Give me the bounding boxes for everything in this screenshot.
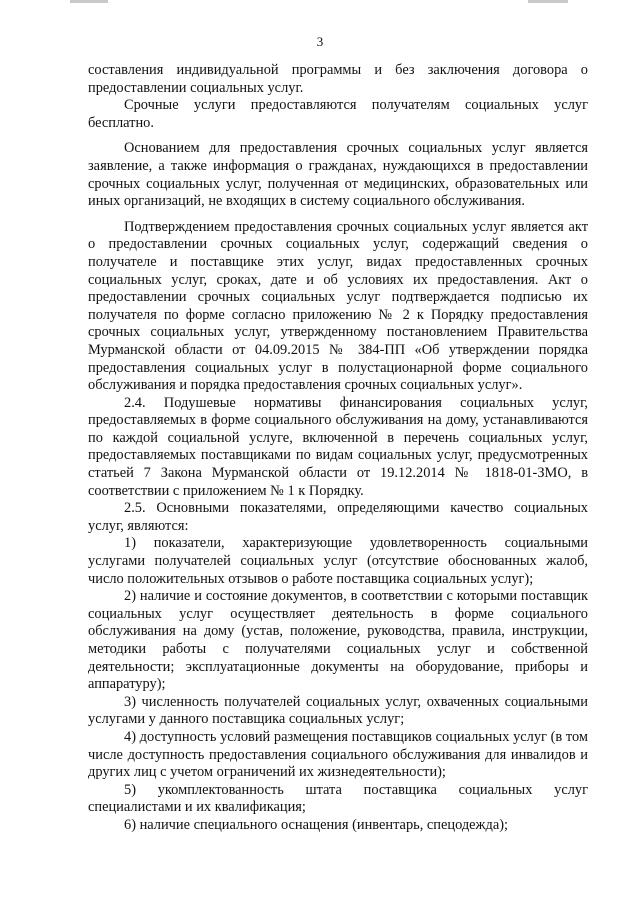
- paragraph-grounds: Основанием для предоставления срочных социальных услуг является заявление, а также информация о гражданах, нуждающихся в предоставлении срочных социальных услуг, полученная от медицинских, образовательных или иных организаций, не входящих в систему социального обслуживания.: [88, 140, 588, 210]
- paragraph-free-services: Срочные услуги предоставляются получателям социальных услуг бесплатно.: [88, 97, 588, 131]
- document-body: [88, 62, 588, 835]
- list-item-2: 2) наличие и состояние документов, в соответствии с которыми поставщик социальных услуг осуществляет деятельность в форме социального обслуживания на дому (устав, положение, руководства, правила, инструкции, методики работы с получателями социальных услуг и собственной деятельности; эксплуатационные документы на оборудование, приборы и аппаратуру);: [88, 588, 588, 693]
- page-number: 3: [316, 34, 324, 49]
- list-item-4: 4) доступность условий размещения поставщиков социальных услуг (в том числе доступность предоставления социального обслуживания для инвалидов и других лиц с учетом ограничений их жизнедеятельности);: [88, 728, 588, 781]
- scan-edge-mark-left: [70, 0, 108, 3]
- scan-edge-mark-right: [528, 0, 568, 3]
- paragraph-confirmation-act: Подтверждением предоставления срочных социальных услуг является акт о предоставлении срочных социальных услуг, содержащий сведения о получателе и поставщике этих услуг, видах предоставленных срочных социальных услуг, сроках, дате и об условиях их предоставления. Акт о предоставлении срочных социальных услуг подтверждается подписью их получателя по форме согласно приложению № 2 к Порядку предоставления срочных социальных услуг, утвержденному постановлением Правительства Мурманской области от 04.09.2015 № 384-ПП «Об утверждении порядка предоставления социальных услуг в полустационарной форме социального обслуживания и порядка предоставления срочных социальных услуг».: [88, 218, 588, 394]
- paragraph-section-2-4: 2.4. Подушевые нормативы финансирования социальных услуг, предоставляемых в форме социального обслуживания на дому, устанавливаются по каждой социальной услуге, включенной в перечень социальных услуг, предоставляемых поставщиками по видам социальных услуг, предусмотренных статьей 7 Закона Мурманской области от 19.12.2014 № 1818-01-ЗМО, в соответствии с приложением № 1 к Порядку.: [88, 394, 588, 499]
- paragraph-section-2-5: 2.5. Основными показателями, определяющими качество социальных услуг, являются:: [88, 500, 588, 534]
- list-item-5: 5) укомплектованность штата поставщика социальных услуг специалистами и их квалификация;: [88, 781, 588, 816]
- list-item-6: 6) наличие специального оснащения (инвентарь, спецодежда);: [124, 816, 509, 833]
- list-item-1: 1) показатели, характеризующие удовлетворенность социальными услугами получателей социальных услуг (отсутствие обоснованных жалоб, число положительных отзывов о работе поставщика социальных услуг);: [88, 535, 588, 587]
- paragraph-continuation: составления индивидуальной программы и без заключения договора о предоставлении социальных услуг.: [88, 62, 588, 96]
- list-item-3: 3) численность получателей социальных услуг, охваченных социальными услугами у данного поставщика социальных услуг;: [88, 693, 588, 728]
